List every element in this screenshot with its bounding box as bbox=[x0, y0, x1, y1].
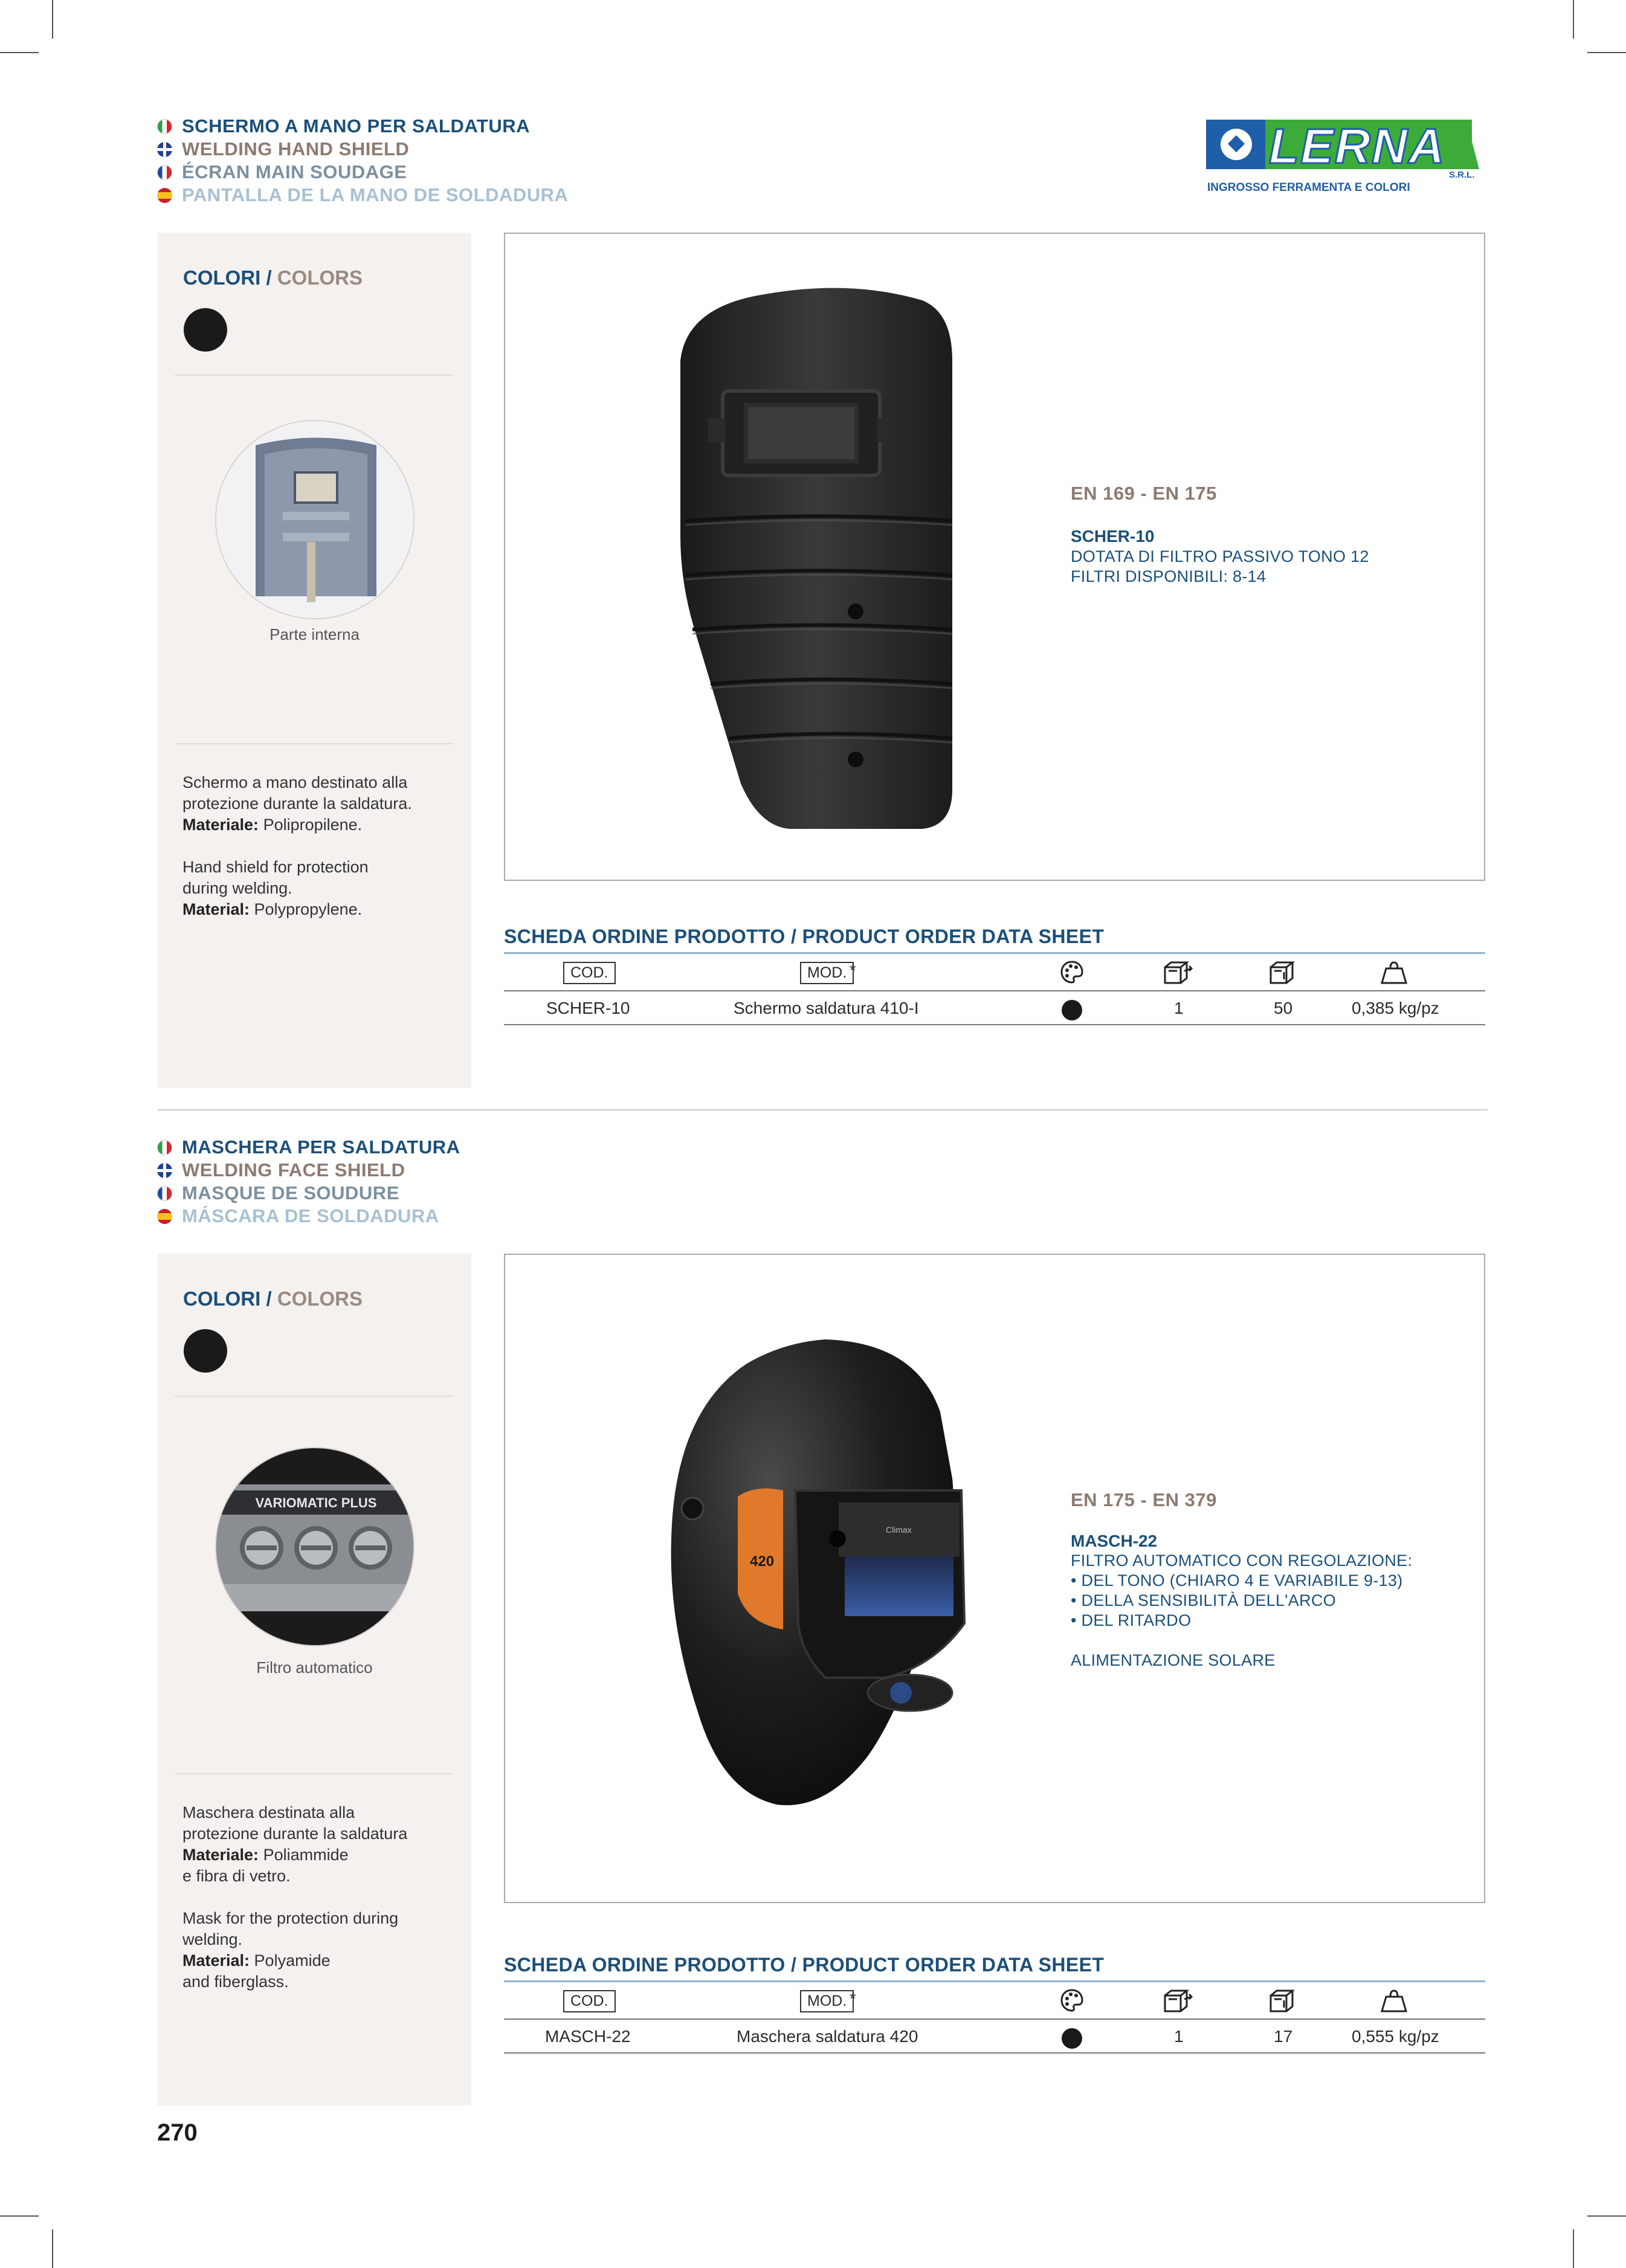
product-1-sidebar bbox=[158, 233, 471, 1088]
row-qty-carton: 50 bbox=[1274, 999, 1293, 1017]
order-data-sheet-1 bbox=[504, 926, 1485, 1025]
box-package-icon bbox=[1163, 1988, 1194, 2014]
color-palette-icon bbox=[1060, 960, 1084, 984]
crop-mark bbox=[0, 2215, 39, 2217]
crop-mark bbox=[1587, 2215, 1626, 2217]
standards-label: EN 175 - EN 379 bbox=[1071, 1489, 1217, 1510]
order-row[interactable] bbox=[504, 2020, 1485, 2052]
section-divider bbox=[158, 1109, 1488, 1110]
inner-part-image bbox=[215, 420, 415, 619]
crop-mark bbox=[1587, 52, 1626, 53]
italian-flag-icon bbox=[157, 1140, 172, 1155]
row-qty-carton: 17 bbox=[1274, 2027, 1293, 2046]
product-info: FILTRO AUTOMATICO CON REGOLAZIONE: • DEL TONO (CHIARO 4 E VARIABILE 9-13) • DELLA SENSIBILITÀ DELL'ARCO • DEL RITARDO ALIMENTAZIONE SOLARE bbox=[1071, 1551, 1413, 1669]
row-weight: 0,385 kg/pz bbox=[1352, 999, 1439, 1017]
cod-column-header: COD. bbox=[563, 962, 616, 984]
row-cod: MASCH-22 bbox=[545, 2027, 631, 2046]
helmet-model-label: 420 bbox=[750, 1553, 775, 1570]
standards-label: EN 169 - EN 175 bbox=[1071, 483, 1217, 504]
crop-mark bbox=[1573, 0, 1574, 39]
row-cod: SCHER-10 bbox=[546, 999, 630, 1017]
italian-flag-icon bbox=[157, 119, 172, 134]
carton-icon bbox=[1268, 1988, 1296, 2014]
crop-mark bbox=[0, 52, 39, 53]
product-description: Maschera destinata alla protezione durante la saldatura Materiale: Poliammide e fibra di vetro. Mask for the protection during welding. Material: Polyamide and fiberglass. bbox=[182, 1803, 408, 1991]
colors-heading: COLORI / COLORS bbox=[183, 1287, 363, 1310]
hand-shield-image bbox=[668, 282, 1031, 844]
colors-heading: COLORI / COLORS bbox=[183, 266, 363, 289]
logo-suffix: S.R.L. bbox=[1449, 170, 1475, 180]
order-data-sheet-2 bbox=[504, 1954, 1485, 2054]
row-weight: 0,555 kg/pz bbox=[1352, 2027, 1439, 2046]
divider bbox=[175, 1396, 454, 1397]
product-1-titles bbox=[157, 115, 568, 207]
row-qty-box: 1 bbox=[1174, 2027, 1184, 2046]
french-flag-icon bbox=[157, 1186, 172, 1201]
row-mod: Schermo saldatura 410-I bbox=[734, 999, 919, 1017]
row-color-dot bbox=[1062, 2028, 1082, 2049]
product-code: MASCH-22 bbox=[1071, 1532, 1158, 1550]
weight-icon bbox=[1380, 960, 1408, 985]
automatic-filter-caption: Filtro automatico bbox=[256, 1658, 373, 1677]
crop-mark bbox=[52, 2229, 53, 2268]
product-2-image-box bbox=[504, 1254, 1485, 1903]
mod-column-header: MOD. bbox=[800, 1990, 854, 2012]
automatic-filter-image bbox=[215, 1447, 415, 1646]
title-fr: ÉCRAN MAIN SOUDAGE bbox=[182, 161, 407, 182]
order-sheet-title: SCHEDA ORDINE PRODOTTO / PRODUCT ORDER DATA SHEET bbox=[504, 1954, 1105, 1976]
color-swatch-black[interactable] bbox=[184, 308, 227, 352]
order-sheet-header: COD. MOD. * bbox=[504, 954, 1485, 990]
welding-helmet-image bbox=[656, 1339, 970, 1823]
company-logo bbox=[1206, 118, 1479, 197]
product-code: SCHER-10 bbox=[1071, 527, 1155, 546]
color-palette-icon bbox=[1060, 1988, 1084, 2012]
helmet-brand-label: Climax bbox=[886, 1525, 912, 1535]
product-2-sidebar bbox=[158, 1254, 471, 2105]
title-en: WELDING HAND SHIELD bbox=[182, 138, 410, 159]
title-es: PANTALLA DE LA MANO DE SOLDADURA bbox=[182, 184, 569, 205]
product-info: DOTATA DI FILTRO PASSIVO TONO 12 FILTRI DISPONIBILI: 8-14 bbox=[1071, 547, 1369, 585]
divider bbox=[175, 743, 454, 744]
row-color-dot bbox=[1062, 1000, 1082, 1020]
order-row[interactable] bbox=[504, 991, 1485, 1024]
order-sheet-header: COD. MOD. * bbox=[504, 1982, 1485, 2018]
order-sheet-title: SCHEDA ORDINE PRODOTTO / PRODUCT ORDER DATA SHEET bbox=[504, 926, 1105, 947]
variomatic-label: VARIOMATIC PLUS bbox=[255, 1495, 377, 1510]
product-description: Schermo a mano destinato alla protezione durante la saldatura. Materiale: Polipropilene. Hand shield for protection during welding. Material: Polypropylene. bbox=[182, 773, 412, 918]
uk-flag-icon bbox=[157, 1163, 172, 1178]
carton-icon bbox=[1268, 960, 1296, 985]
page-number: 270 bbox=[157, 2119, 198, 2146]
mod-column-header: MOD. bbox=[800, 962, 854, 984]
title-fr: MASQUE DE SOUDURE bbox=[182, 1182, 399, 1203]
inner-part-caption: Parte interna bbox=[269, 625, 360, 643]
uk-flag-icon bbox=[157, 142, 172, 157]
title-it: SCHERMO A MANO PER SALDATURA bbox=[182, 115, 531, 137]
spanish-flag-icon bbox=[157, 1209, 172, 1224]
product-1-image-box bbox=[504, 233, 1485, 881]
title-en: WELDING FACE SHIELD bbox=[182, 1159, 405, 1181]
divider bbox=[175, 1773, 454, 1774]
weight-icon bbox=[1380, 1988, 1408, 2014]
divider bbox=[175, 375, 454, 376]
svg-text:LERNA: LERNA bbox=[1269, 119, 1446, 174]
crop-mark bbox=[1573, 2229, 1574, 2268]
logo-tagline: INGROSSO FERRAMENTA E COLORI bbox=[1207, 181, 1410, 194]
title-es: MÁSCARA DE SOLDADURA bbox=[182, 1205, 439, 1226]
box-package-icon bbox=[1163, 960, 1194, 985]
french-flag-icon bbox=[157, 165, 172, 180]
title-it: MASCHERA PER SALDATURA bbox=[182, 1136, 460, 1158]
crop-mark bbox=[52, 0, 53, 39]
cod-column-header: COD. bbox=[563, 1990, 616, 2012]
color-swatch-black[interactable] bbox=[184, 1329, 227, 1373]
product-2-titles bbox=[157, 1136, 460, 1228]
row-qty-box: 1 bbox=[1174, 999, 1184, 1017]
row-mod: Maschera saldatura 420 bbox=[737, 2027, 918, 2046]
spanish-flag-icon bbox=[157, 188, 172, 203]
